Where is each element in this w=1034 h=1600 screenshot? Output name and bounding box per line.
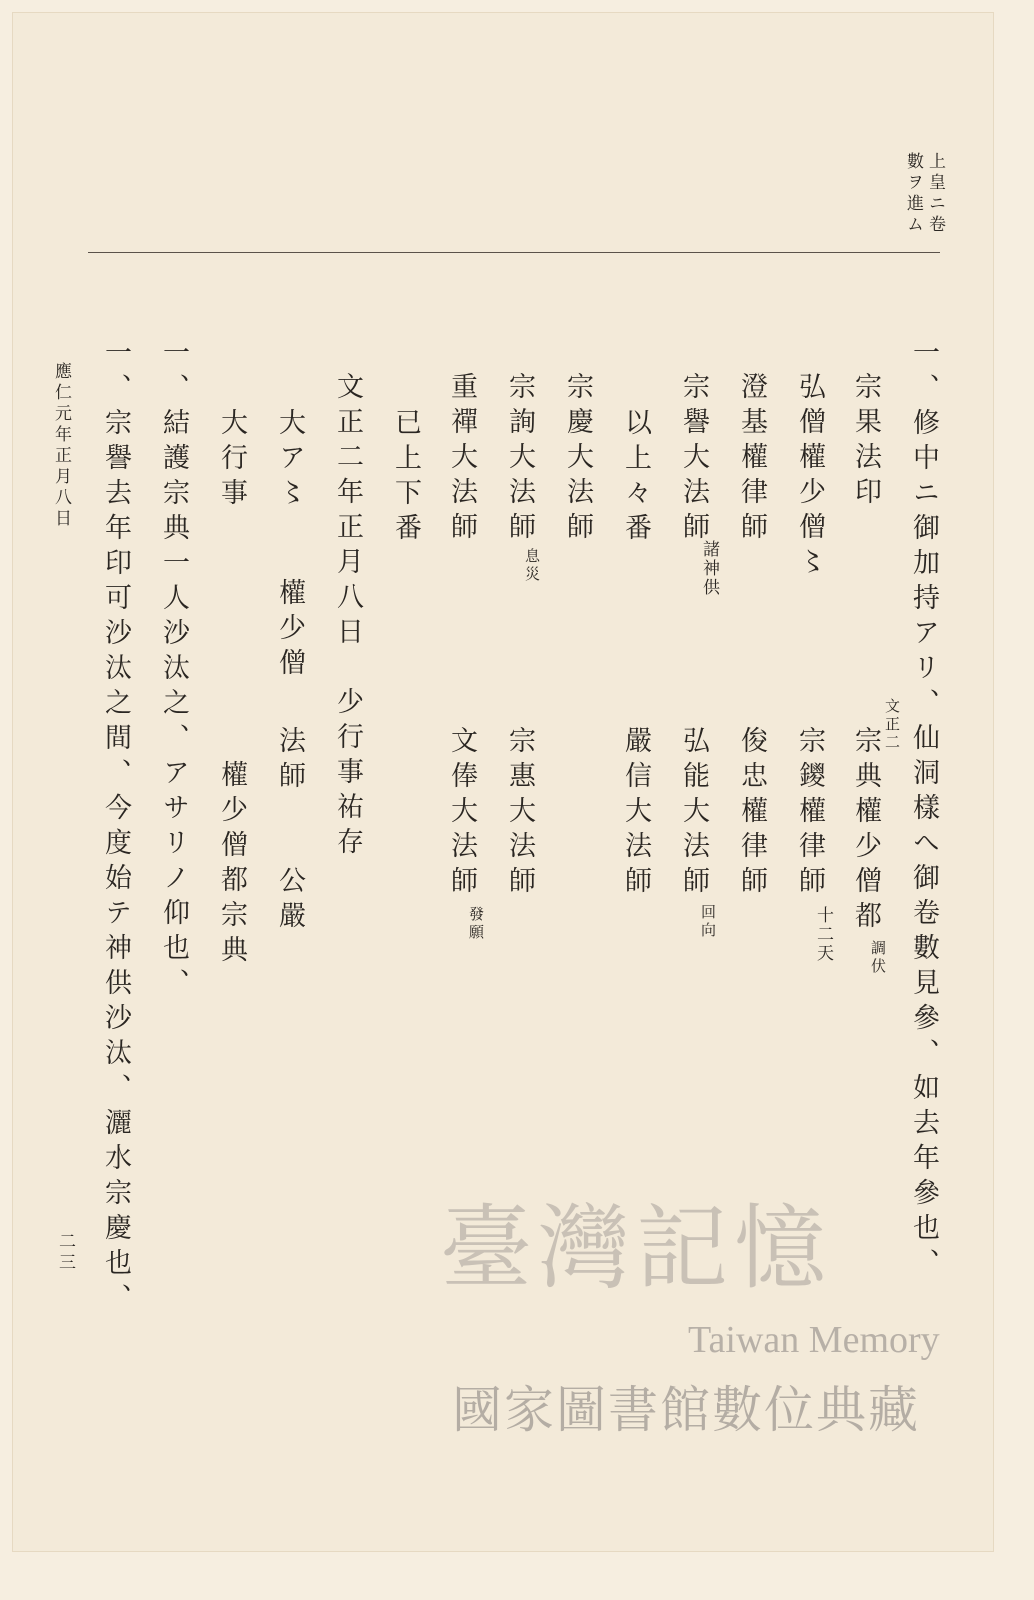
text-column: 澄基權律師	[736, 372, 767, 547]
running-head: 應仁元年正月八日	[51, 362, 71, 530]
interlinear-note: 回向	[699, 904, 717, 940]
margin-note-1: 上皇ニ卷	[925, 152, 945, 236]
text-column: 宗果法印	[850, 372, 881, 512]
text-column: 以上々番	[620, 408, 651, 548]
text-column: 宗惠大法師	[504, 726, 535, 901]
text-column: 宗慶大法師	[562, 372, 593, 547]
text-column: 已上下番	[390, 408, 421, 548]
text-column: 權少僧都宗典	[216, 760, 247, 970]
interlinear-note: 發願	[467, 906, 485, 942]
text-column: 文正二年正月八日 少行事祐存	[332, 372, 363, 862]
text-column: 宗譽大法師	[678, 372, 709, 547]
text-column: 文俸大法師	[446, 726, 477, 901]
margin-note-2: 數ヲ進ム	[903, 152, 923, 236]
watermark-english: Taiwan Memory	[688, 1319, 940, 1361]
text-column: 宗典權少僧都	[850, 726, 881, 936]
text-column: 大ア〻	[274, 408, 305, 513]
text-column: 宗詢大法師	[504, 372, 535, 547]
text-column: 法師	[274, 726, 305, 796]
text-column: 公嚴	[274, 866, 305, 936]
text-column: 俊忠權律師	[736, 726, 767, 901]
text-column: 弘能大法師	[678, 726, 709, 901]
watermark-calligraphy: 臺灣記憶	[440, 1195, 833, 1302]
text-column: 嚴信大法師	[620, 726, 651, 901]
text-column: 弘僧權少僧〻	[794, 372, 825, 582]
header-rule	[88, 252, 940, 253]
page-number: 二三	[55, 1232, 75, 1274]
text-column: 大行事	[216, 408, 247, 513]
watermark-subtitle: 國家圖書館數位典藏	[452, 1381, 920, 1439]
interlinear-note: 息災	[523, 548, 541, 584]
date-note: 文正二	[883, 698, 901, 752]
interlinear-note: 調伏	[869, 940, 887, 976]
text-column: 一、宗譽去年印可沙汰之間、今度始テ神供沙汰、灑水宗慶也、	[100, 338, 131, 1318]
text-column: 重禪大法師	[446, 372, 477, 547]
interlinear-note: 十二天	[813, 906, 833, 963]
text-column: 一、結護宗典一人沙汰之、アサリノ仰也、	[158, 338, 189, 1003]
text-column: 權少僧	[274, 578, 305, 683]
text-column: 宗鑁權律師	[794, 726, 825, 901]
interlinear-note: 諸神供	[699, 540, 719, 597]
text-column: 一、修中ニ御加持アリ、仙洞樣へ御卷數見參、如去年參也、	[908, 338, 939, 1283]
